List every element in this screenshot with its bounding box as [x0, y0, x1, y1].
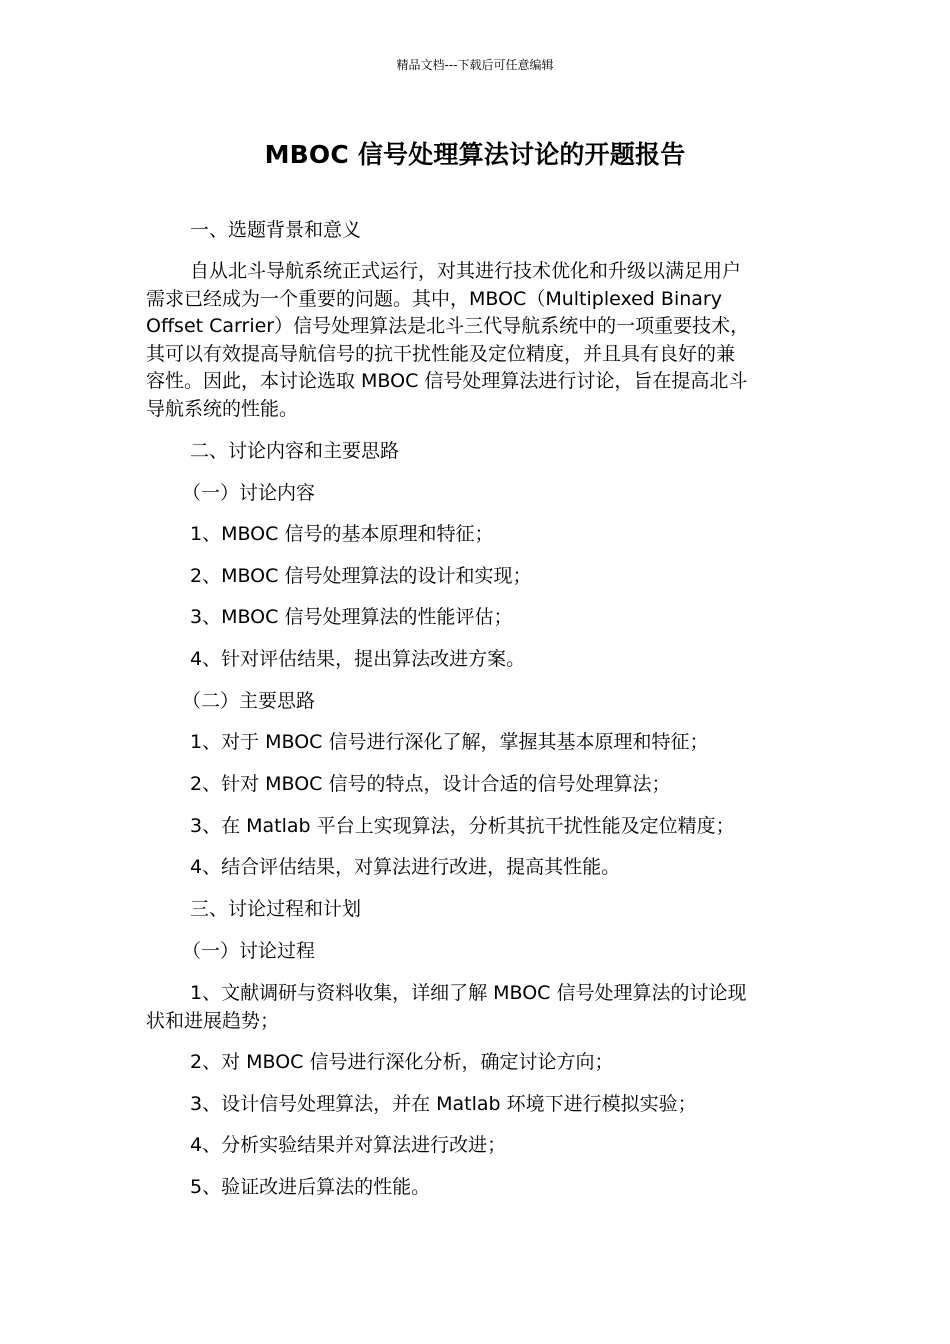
list-item: 4、针对评估结果，提出算法改进方案。: [190, 648, 526, 670]
paragraph-line: 自从北斗导航系统正式运行，对其进行技术优化和升级以满足用户: [190, 260, 742, 282]
list-item: 1、MBOC 信号的基本原理和特征；: [190, 523, 494, 545]
list-item: 3、在 Matlab 平台上实现算法，分析其抗干扰性能及定位精度；: [190, 815, 735, 837]
subheading-main-ideas: （二）主要思路: [182, 690, 316, 712]
paragraph-line: 需求已经成为一个重要的问题。其中，MBOC（Multiplexed Binary: [146, 287, 722, 310]
paragraph-line: 状和进展趋势；: [146, 1009, 280, 1032]
list-item: [146, 980, 802, 1035]
document-title: MBOC 信号处理算法讨论的开题报告: [264, 140, 686, 169]
paragraph-line: 导航系统的性能。: [146, 397, 299, 420]
subheading-research-content: （一）讨论内容: [182, 482, 316, 504]
section-heading-process: 三、讨论过程和计划: [190, 898, 362, 920]
list-item: 4、分析实验结果并对算法进行改进；: [190, 1134, 507, 1156]
list-item: 2、对 MBOC 信号进行深化分析，确定讨论方向；: [190, 1051, 614, 1073]
page-header-watermark: 精品文档---下载后可任意编辑: [396, 58, 554, 72]
paragraph-line: 容性。因此，本讨论选取 MBOC 信号处理算法进行讨论，旨在提高北斗: [146, 370, 748, 392]
background-paragraph: [146, 258, 802, 423]
paragraph-line: 1、文献调研与资料收集，详细了解 MBOC 信号处理算法的讨论现: [190, 982, 747, 1004]
paragraph-line: 其可以有效提高导航信号的抗干扰性能及定位精度，并且具有良好的兼: [146, 342, 736, 365]
list-item: 1、对于 MBOC 信号进行深化了解，掌握其基本原理和特征；: [190, 731, 709, 753]
section-heading-background: 一、选题背景和意义: [190, 219, 362, 241]
subheading-research-process: （一）讨论过程: [182, 940, 316, 962]
list-item: 3、MBOC 信号处理算法的性能评估；: [190, 606, 513, 628]
list-item: 5、验证改进后算法的性能。: [190, 1176, 431, 1198]
section-heading-content: 二、讨论内容和主要思路: [190, 440, 400, 462]
list-item: 4、结合评估结果，对算法进行改进，提高其性能。: [190, 856, 621, 878]
list-item: 2、针对 MBOC 信号的特点，设计合适的信号处理算法；: [190, 773, 671, 795]
list-item: 3、设计信号处理算法，并在 Matlab 环境下进行模拟实验；: [190, 1093, 697, 1115]
paragraph-line: Offset Carrier）信号处理算法是北斗三代导航系统中的一项重要技术，: [146, 315, 750, 337]
list-item: 2、MBOC 信号处理算法的设计和实现；: [190, 565, 532, 587]
